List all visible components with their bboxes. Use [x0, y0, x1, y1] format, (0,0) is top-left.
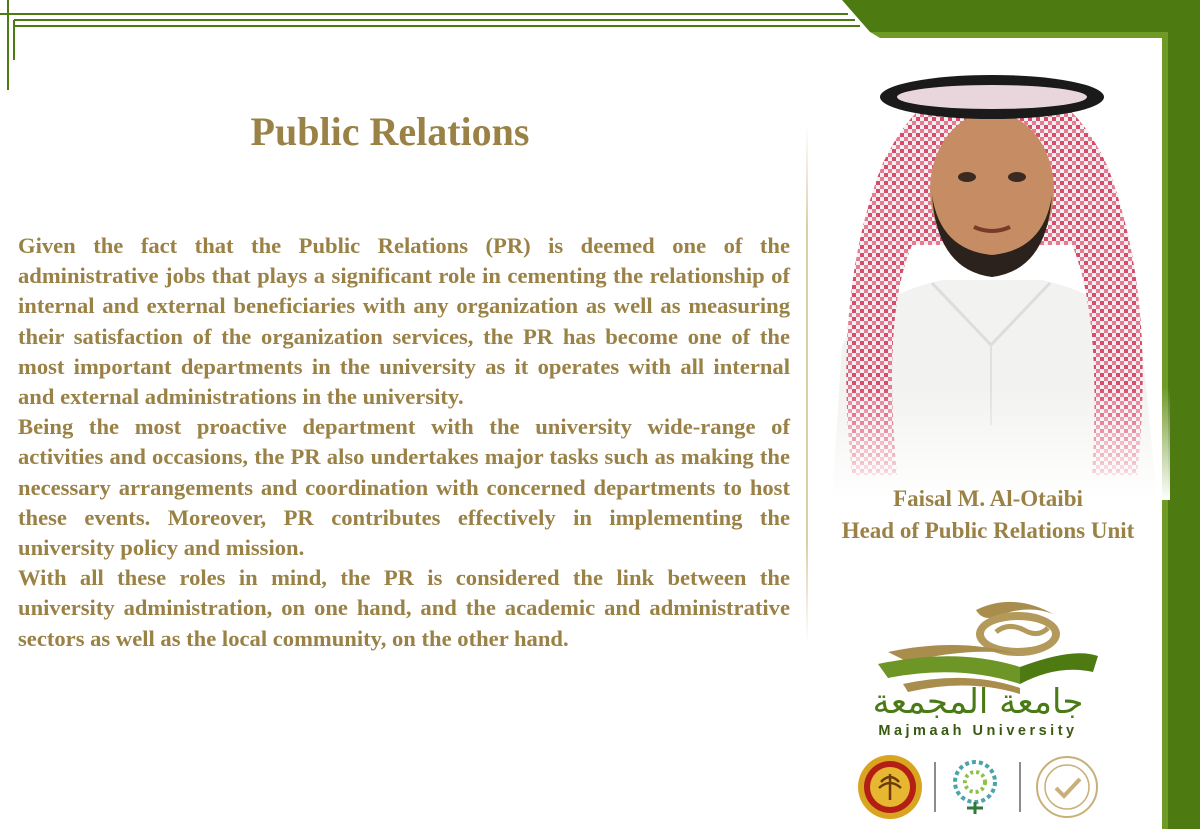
accreditation-badges	[855, 752, 1105, 822]
person-role: Head of Public Relations Unit	[841, 518, 1135, 543]
accredited-stamp-icon	[1037, 757, 1097, 817]
paragraph-3: With all these roles in mind, the PR is considered the link between the university administration, on one hand, and the academic and administrative sectors as well as the local community, on the other hand.	[18, 565, 790, 651]
vertical-divider	[806, 125, 808, 645]
university-name-arabic: جامعة المجمعة	[872, 682, 1084, 722]
portrait-caption	[812, 483, 1164, 547]
vision-emblem-icon	[955, 762, 995, 814]
body-text	[18, 231, 790, 654]
paragraph-2: Being the most proactive department with the university wide-range of activities and occasions, the PR also undertakes major tasks such as making the necessary arrangements and coordination with concerned departments to host these events. Moreover, PR contributes effectively in implementing the university policy and mission.	[18, 414, 790, 561]
portrait-photo	[812, 45, 1170, 500]
paragraph-1: Given the fact that the Public Relations (PR) is deemed one of the administrative jobs that plays a significant role in cementing the relationship of internal and external beneficiaries with any organization as well as measuring their satisfaction of the organization services, the PR has become one of the most important departments in the university as it operates with all internal and external administrations in the university.	[18, 233, 790, 410]
person-name: Faisal M. Al-Otaibi	[893, 486, 1083, 511]
university-name-english: Majmaah University	[878, 723, 1078, 739]
palm-seal-icon	[858, 755, 922, 819]
page-title: Public Relations	[250, 109, 530, 154]
